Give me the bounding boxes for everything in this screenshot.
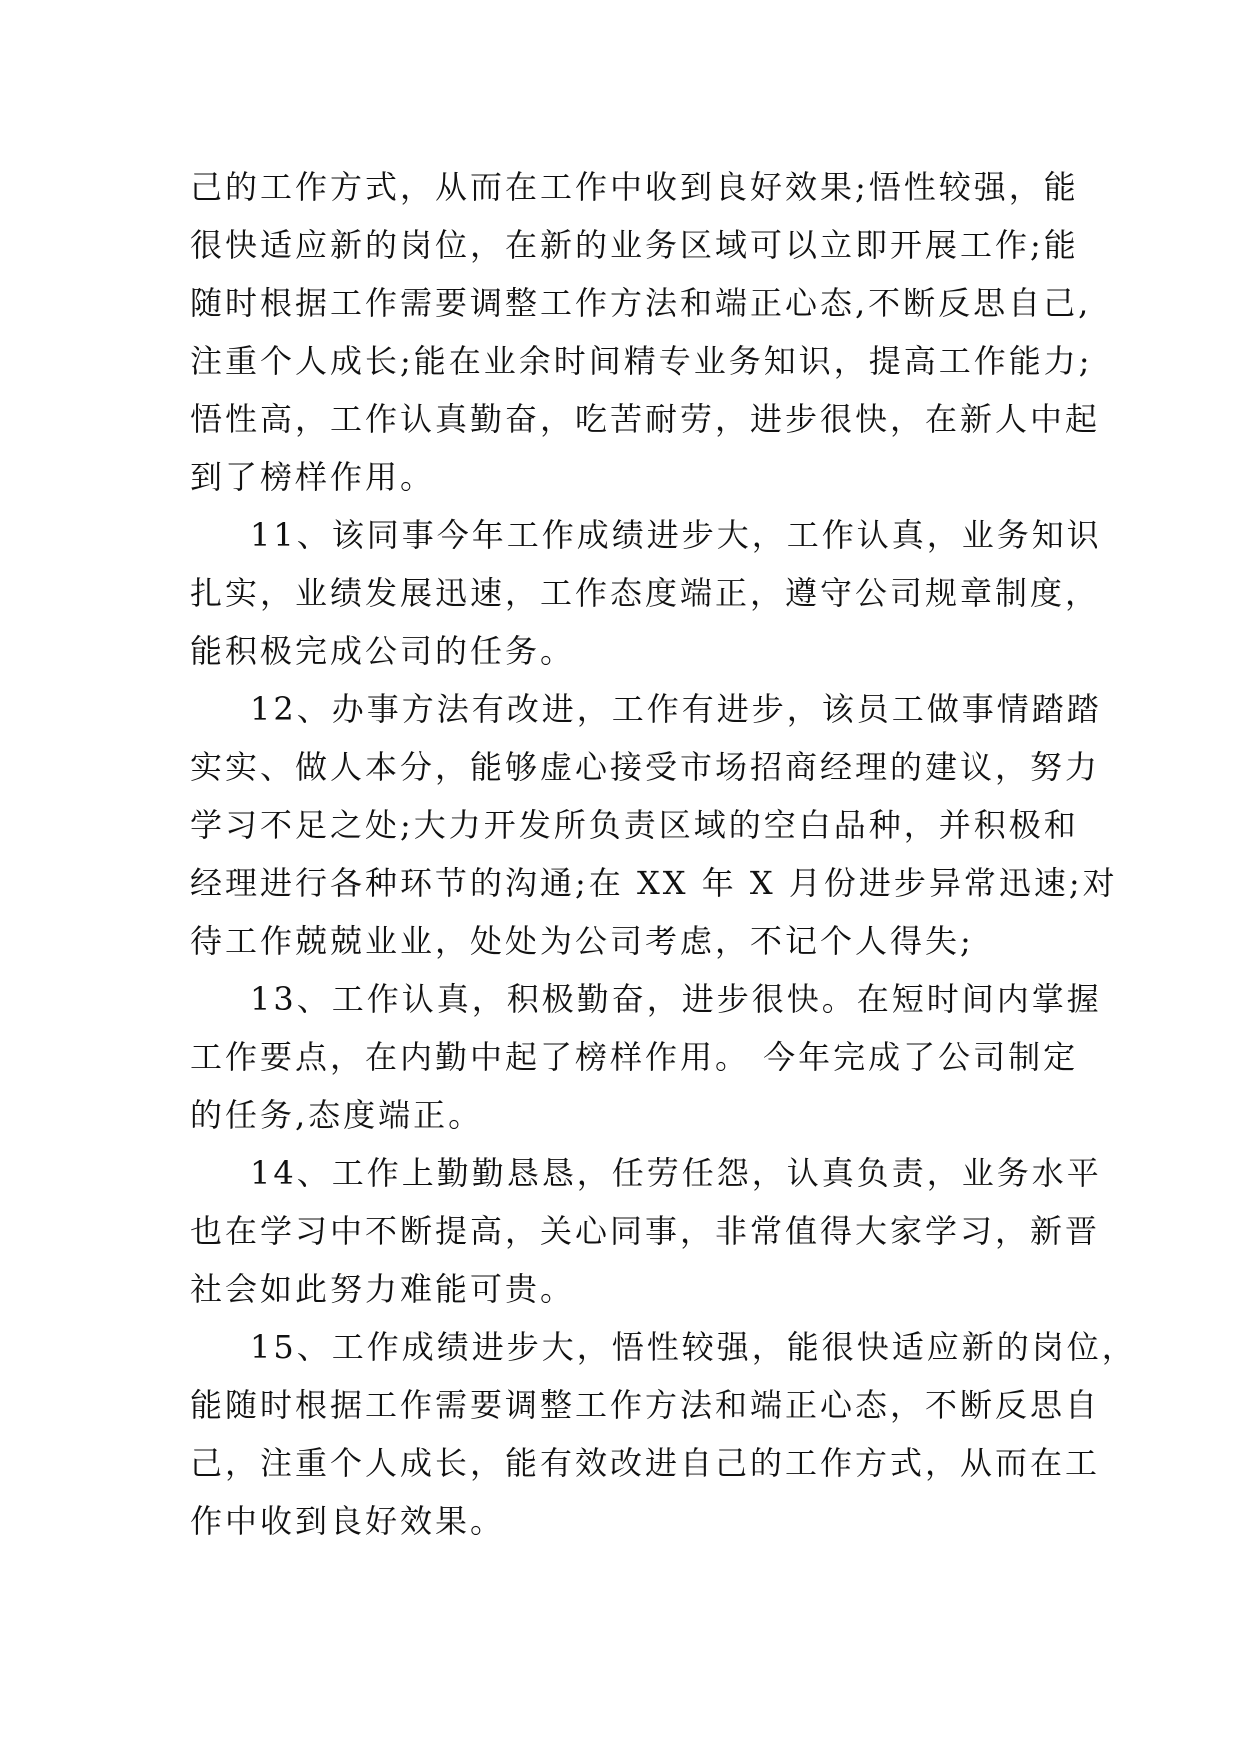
text-line: 也在学习中不断提高，关心同事，非常值得大家学习，新晋 xyxy=(190,1212,1101,1250)
text-line: 注重个人成长;能在业余时间精专业务知识，提高工作能力; xyxy=(190,342,1093,380)
text-line: 能随时根据工作需要调整工作方法和端正心态，不断反思自 xyxy=(190,1386,1101,1424)
text-line: 随时根据工作需要调整工作方法和端正心态,不断反思自己, xyxy=(190,284,1092,322)
document-body xyxy=(190,158,1137,1550)
paragraph-continuation xyxy=(190,158,1101,506)
text-line: 经理进行各种环节的沟通;在 XX 年 X 月份进步异常迅速;对 xyxy=(190,864,1118,902)
text-line: 学习不足之处;大力开发所负责区域的空白品种，并积极和 xyxy=(190,806,1079,844)
text-line: 待工作兢兢业业，处处为公司考虑，不记个人得失; xyxy=(190,922,974,960)
text-line: 11、该同事今年工作成绩进步大，工作认真，业务知识 xyxy=(250,516,1102,554)
paragraph-item-13 xyxy=(190,970,1102,1144)
paragraph-item-11 xyxy=(190,506,1102,680)
text-line: 14、工作上勤勤恳恳，任劳任怨，认真负责，业务水平 xyxy=(250,1154,1102,1192)
text-line: 能积极完成公司的任务。 xyxy=(190,632,576,670)
text-line: 悟性高，工作认真勤奋，吃苦耐劳，进步很快，在新人中起 xyxy=(190,400,1101,438)
text-line: 己的工作方式，从而在工作中收到良好效果;悟性较强，能 xyxy=(190,168,1079,206)
text-line: 己，注重个人成长，能有效改进自己的工作方式，从而在工 xyxy=(190,1444,1101,1482)
text-line: 到了榜样作用。 xyxy=(190,458,436,496)
paragraph-item-12 xyxy=(190,680,1118,970)
text-line: 作中收到良好效果。 xyxy=(190,1502,506,1540)
text-line: 实实、做人本分，能够虚心接受市场招商经理的建议，努力 xyxy=(190,748,1101,786)
text-line: 13、工作认真，积极勤奋，进步很快。在短时间内掌握 xyxy=(250,980,1102,1018)
text-line: 工作要点，在内勤中起了榜样作用。 今年完成了公司制定 xyxy=(190,1038,1079,1076)
text-line: 的任务,态度端正。 xyxy=(190,1096,484,1134)
paragraph-item-15 xyxy=(190,1318,1137,1550)
text-line: 很快适应新的岗位，在新的业务区域可以立即开展工作;能 xyxy=(190,226,1079,264)
text-line: 15、工作成绩进步大，悟性较强，能很快适应新的岗位， xyxy=(250,1328,1137,1366)
text-line: 扎实，业绩发展迅速，工作态度端正，遵守公司规章制度， xyxy=(190,574,1101,612)
text-line: 12、办事方法有改进，工作有进步，该员工做事情踏踏 xyxy=(250,690,1102,728)
paragraph-item-14 xyxy=(190,1144,1102,1318)
text-line: 社会如此努力难能可贵。 xyxy=(190,1270,576,1308)
